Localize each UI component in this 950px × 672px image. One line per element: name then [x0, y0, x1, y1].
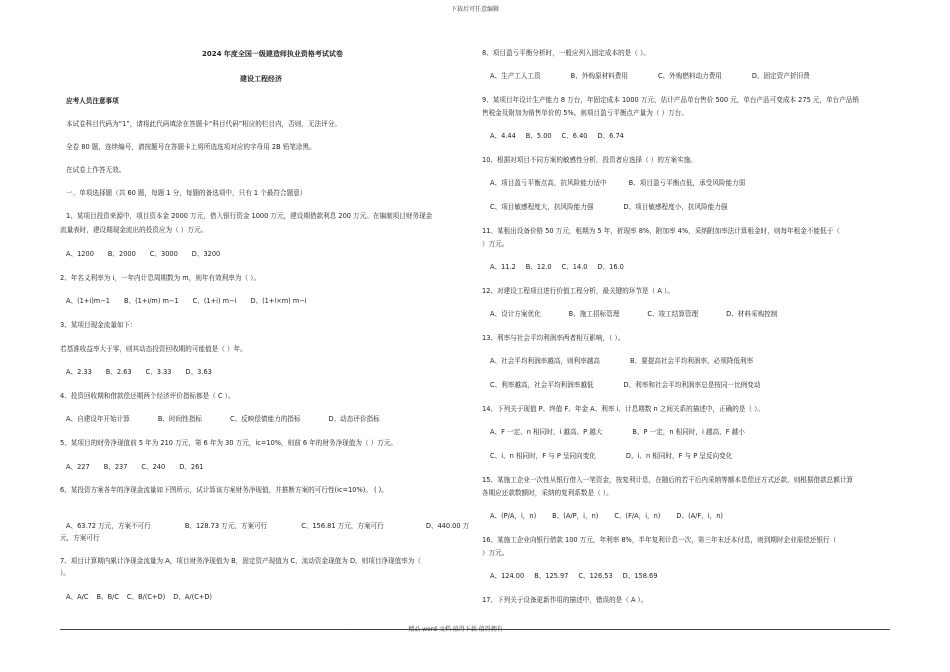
option: A、63.72 万元，方案不可行	[66, 522, 151, 530]
option: C、外购燃料动力费用	[657, 72, 722, 80]
option: D、A/(C+D)	[173, 593, 212, 601]
option: D、3200	[191, 250, 221, 258]
question-11-cont: ）万元。	[482, 240, 509, 248]
question-7-cont: ）。	[60, 569, 70, 577]
option: A、227	[66, 463, 90, 471]
option: C、(1+i) m−i	[192, 297, 237, 305]
question-6: 6、某投资方案各年的净现金流量如下图所示，试计算该方案财务净现值，并推断方案的可行性(ic=10%)。 ( )。	[60, 486, 388, 494]
question-1-options	[66, 251, 234, 259]
notice-2: 全卷 80 题，连续编号，请按题号在答题卡上将所选选项对应的字母用 2B 铅笔涂黑。	[66, 143, 316, 151]
option: C、3000	[149, 250, 178, 258]
question-14: 14、下列关于现值 P、终值 F、年金 A、利率 i、计息期数 n 之间关系的描述中，正确的是（ ）。	[482, 405, 765, 413]
question-11-options	[490, 264, 638, 272]
option: B、2000	[107, 250, 136, 258]
question-16-cont: ）万元。	[482, 549, 509, 557]
option: C、项目敏感程度大，抗风险能力强	[490, 203, 594, 211]
option: D、158.69	[622, 572, 658, 580]
option: C、240	[141, 463, 166, 471]
option: C、3.33	[145, 368, 172, 376]
option: A、项目盈亏平衡点高，抗风险能力适中	[490, 179, 607, 187]
option: D、项目敏感程度小，抗风险能力强	[623, 203, 728, 211]
option: B、外购原材料费用	[570, 72, 628, 80]
question-4-options	[66, 416, 394, 424]
question-5: 5、某项目的财务净现值前 5 年为 210 万元，第 6 年为 30 万元，ic=10%，则前 6 年的财务净现值为（ ）万元。	[60, 439, 398, 447]
option: A、(P/A，i，n)	[490, 512, 537, 520]
question-5-options	[66, 464, 217, 472]
question-12: 12、对建设工程项目进行价值工程分析，最关键的环节是（ A ）。	[482, 287, 674, 295]
option: B、(A/P，i，n)	[552, 512, 599, 520]
option: B、要提高社会平均利润率，必须降低利率	[630, 357, 754, 365]
question-6-options	[66, 523, 469, 531]
option: C、14.0	[561, 263, 588, 271]
option: B、2.63	[105, 368, 132, 376]
question-3: 3、某项目现金流量如下：	[60, 321, 137, 329]
option: A、4.44	[490, 132, 516, 140]
option: A、124.00	[490, 572, 525, 580]
question-9-cont: 售税金及附加为销售单价的 5%。则项目盈亏平衡点产量为（ ）万台。	[482, 109, 688, 117]
option: A、生产工人工资	[490, 72, 541, 80]
question-10: 10、根据对项目不同方案的敏感性分析，投资者应选择（ ）的方案实施。	[482, 156, 697, 164]
option: B、P 一定，n 相同时，i 越高、F 越小	[632, 428, 745, 436]
question-3-cont: 若基准收益率大于零，则其动态投资回收期的可能值是（ ）年。	[60, 345, 247, 353]
question-16-options	[490, 573, 671, 581]
right-column	[482, 0, 897, 620]
option: D、(A/F，i，n)	[676, 512, 723, 520]
question-8-options	[490, 73, 824, 81]
left-column	[60, 0, 470, 620]
option: C、6.40	[561, 132, 588, 140]
question-10-options-1	[490, 180, 759, 188]
option: B、施工招标管理	[568, 310, 620, 318]
option: C、利率越高，社会平均利润率越低	[490, 381, 594, 389]
notice-1: 本试卷科目代码为“1”，请将此代码填涂在答题卡“科目代码”相应的栏目内，否则，无法评分。	[66, 120, 342, 128]
option: A、设计方案优化	[490, 310, 541, 318]
exam-subject: 建设工程经济	[240, 75, 282, 83]
option: D、6.74	[597, 132, 624, 140]
question-15-cont: 各期应还款数额时，采纳的复利系数是（ ）。	[482, 489, 613, 497]
option: A、F 一定、n 相同时，i 越高、P 越大	[490, 428, 603, 436]
question-1: 1、某项目投资来源中，项目资本金 2000 万元，借入银行资金 1000 万元，建设期借款利息 200 万元。在编制项目财务现金	[66, 212, 433, 220]
option: C、156.81 万元，方案可行	[301, 522, 384, 530]
option: B、B/C	[96, 593, 119, 601]
option: A、A/C	[66, 593, 89, 601]
option: D、3.63	[185, 368, 212, 376]
option: A、社会平均利润率越高，则利率越高	[490, 357, 601, 365]
question-9-options	[490, 133, 638, 141]
page-footer: ----------------------------精品 word 文档 值得下载 值得拥有----------------------------------------------	[347, 626, 603, 633]
exam-title: 2024 年度全国一级建造师执业资格考试试卷	[202, 50, 343, 58]
question-12-options	[490, 311, 791, 319]
option: D、16.0	[597, 263, 624, 271]
option: C、竣工结算管理	[647, 310, 699, 318]
option: B、237	[103, 463, 128, 471]
notice-title: 应考人员注意事项	[66, 97, 119, 105]
question-13-options-2	[490, 382, 774, 390]
option: B、时间性指标	[157, 415, 202, 423]
option: B、5.00	[525, 132, 552, 140]
option: D、利率和社会平均利润率总是按同一比例变动	[623, 381, 761, 389]
option: C、i、n 相同时，F 与 P 呈同向变化	[490, 452, 596, 460]
option: B、128.73 万元，方案可行	[184, 522, 268, 530]
question-13: 13、利率与社会平均利润率两者相互影响，（ ）。	[482, 334, 625, 342]
option: C、反映偿债能力的指标	[229, 415, 301, 423]
option: C、(F/A，i，n)	[614, 512, 661, 520]
option: B、125.97	[534, 572, 569, 580]
option: D、动态评价指标	[328, 415, 380, 423]
question-15: 15、某施工企业一次性从银行借入一笔资金，按复利计息，在随后的若干后内采纳等额本息偿还方式还款，则根据借款总额计算	[482, 476, 854, 484]
question-8: 8、项目盈亏平衡分析时，一般应列入固定成本的是（ ）。	[482, 49, 650, 57]
option: A、11.2	[490, 263, 516, 271]
question-2: 2、年名义利率为 i，一年内计息周期数为 m，则年有效利率为（ ）。	[60, 274, 261, 282]
section-heading: 一、单项选择题（共 60 题，每题 1 分，每题的备选项中，只有 1 个最符合题意）	[66, 189, 307, 197]
option: A、1200	[66, 250, 94, 258]
option: B、(1+i/m) m−1	[123, 297, 179, 305]
question-15-options	[490, 513, 737, 521]
question-17: 17、下列关于设备更新作用的描述中，错误的是（ A ）。	[482, 596, 648, 604]
question-7: 7、项目计算期内累计净现金流量为 A，项目财务净现值为 B，固定资产现值为 C，流动资金现值为 D，则项目净现值率为（	[60, 557, 421, 565]
question-6-options-cont: 元，方案可行	[60, 534, 100, 542]
option: A、自建设年开始计算	[66, 415, 130, 423]
question-16: 16、某施工企业向银行借款 100 万元，年利率 8%，半年复利计息一次，第三年末还本付息，则到期时企业需偿还银行（	[482, 536, 837, 544]
question-13-options-1	[490, 358, 767, 366]
question-3-options	[66, 369, 226, 377]
question-11: 11、某租出设备价格 50 万元，租期为 5 年，折现率 8%，附加率 4%，采纳附加率法计算租金时，则每年租金不能低于（	[482, 227, 840, 235]
question-14-options-2	[490, 453, 746, 461]
question-9: 9、某项目年设计生产能力 8 万台，年固定成本 1000 万元，估计产品单台售价 500 元，单台产品可变成本 275 元，单台产品销	[482, 96, 860, 104]
option: D、(1+i×m) m−i	[250, 297, 307, 305]
question-1-cont: 流量表时，建设期现金流出的投资应为（ ）万元。	[60, 226, 208, 234]
question-4: 4、投资回收期和借款偿还期两个经济评价指标都是（ C ）。	[60, 392, 235, 400]
page-header: 下载后可任意编辑	[450, 6, 499, 13]
option: A、2.33	[66, 368, 92, 376]
option: B、项目盈亏平衡点低，承受风险能力弱	[628, 179, 746, 187]
option: B、12.0	[525, 263, 552, 271]
question-14-options-1	[490, 429, 759, 437]
option: A、(1+i)m−1	[66, 297, 110, 305]
option: D、261	[179, 463, 204, 471]
question-2-options	[66, 298, 321, 306]
option: D、440.00 万	[425, 522, 470, 530]
question-10-options-2	[490, 204, 742, 212]
notice-3: 在试卷上作答无效。	[66, 166, 126, 174]
option: C、126.53	[578, 572, 613, 580]
option: D、i、n 相同时，F 与 P 呈反向变化	[625, 452, 733, 460]
option: D、材料采购控制	[726, 310, 778, 318]
option: C、B/(C+D)	[126, 593, 166, 601]
option: D、固定资产折旧费	[751, 72, 810, 80]
question-7-options	[66, 594, 226, 602]
